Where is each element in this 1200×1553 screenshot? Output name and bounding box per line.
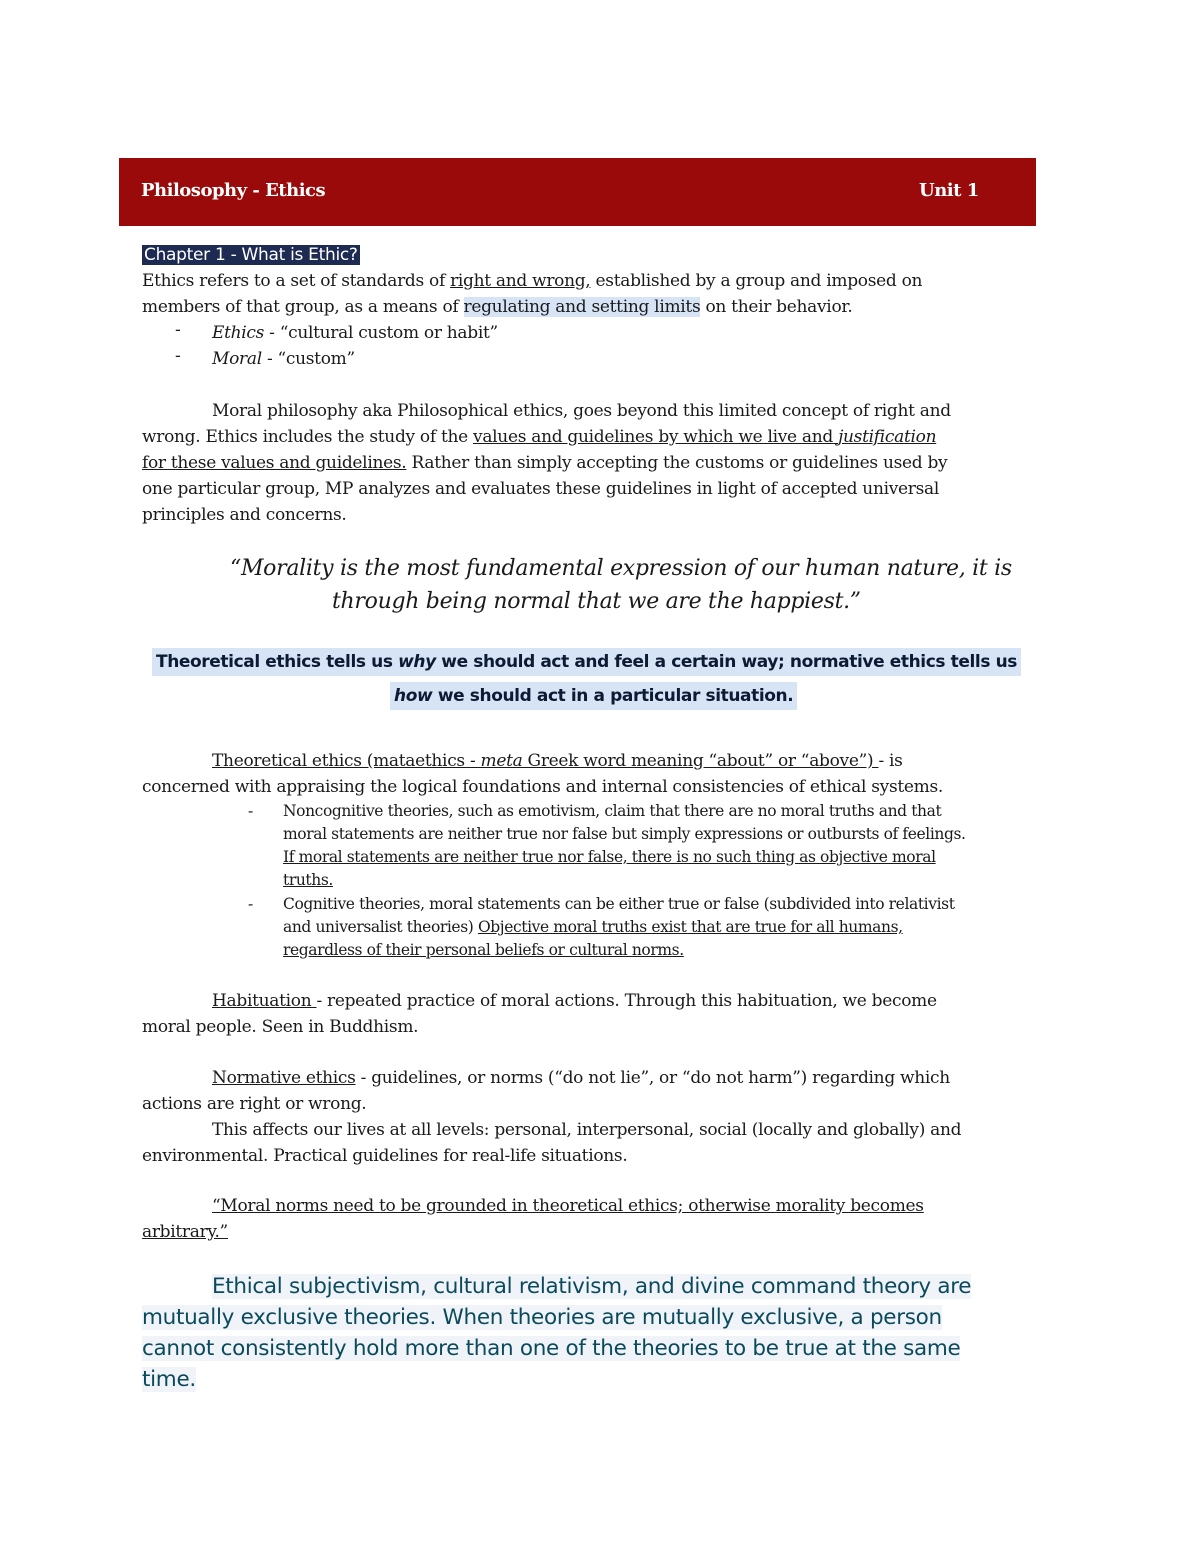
intro-line-1: Ethics refers to a set of standards of right and wrong, established by a group and imposed on [142,271,923,291]
closing-line-3: cannot consistently hold more than one of the theories to be true at the same [142,1336,961,1361]
definition-item: Ethics - “cultural custom or habit” [212,323,498,343]
habituation-line-1: Habituation - repeated practice of moral actions. Through this habituation, we become [212,991,937,1011]
habituation-line-2: moral people. Seen in Buddhism. [142,1017,419,1037]
closing-line-1: Ethical subjectivism, cultural relativism, and divine command theory are [212,1274,972,1299]
moral-philosophy-line-1: Moral philosophy aka Philosophical ethics, goes beyond this limited concept of right and [212,401,951,421]
bullet-dash: - [175,346,181,366]
normative-line-4: environmental. Practical guidelines for real-life situations. [142,1146,628,1166]
bullet-dash: - [248,895,253,913]
intro-line-2: members of that group, as a means of regulating and setting limits on their behavior. [142,297,853,317]
quote-line-2: through being normal that we are the happiest.” [332,589,861,614]
header-banner [119,158,1036,226]
highlighted-phrase: regulating and setting limits [463,297,701,317]
chapter-heading: Chapter 1 - What is Ethic? [144,245,358,265]
chapter-heading-line [142,242,360,268]
normative-line-1: Normative ethics - guidelines, or norms (“do not lie”, or “do not harm”) regarding which [212,1068,950,1088]
cognitive-line-2: and universalist theories) Objective moral truths exist that are true for all humans, [283,918,903,936]
noncognitive-line-4: truths. [283,871,333,889]
normative-line-3: This affects our lives at all levels: personal, interpersonal, social (locally and globally) and [212,1120,962,1140]
noncognitive-line-2: moral statements are neither true nor false but simply expressions or outbursts of feelings. [283,825,966,843]
unit-label: Unit 1 [919,180,979,201]
cognitive-line-3: regardless of their personal beliefs or cultural norms. [283,941,684,959]
bullet-dash: - [248,802,253,820]
theory-summary-line-1: Theoretical ethics tells us why we should act and feel a certain way; normative ethics tells us [152,648,1021,676]
theoretical-ethics-line-2: concerned with appraising the logical foundations and internal consistencies of ethical systems. [142,777,944,797]
norms-quote-line-1: “Moral norms need to be grounded in theoretical ethics; otherwise morality becomes [212,1196,924,1216]
normative-line-2: actions are right or wrong. [142,1094,367,1114]
theoretical-ethics-heading: Theoretical ethics (mataethics - meta Greek word meaning “about” or “above”) - is [212,751,903,771]
cognitive-line-1: Cognitive theories, moral statements can be either true or false (subdivided into relativist [283,895,955,913]
moral-philosophy-line-3: for these values and guidelines. Rather than simply accepting the customs or guidelines used by [142,453,948,473]
definition-item: Moral - “custom” [212,349,355,369]
noncognitive-line-1: Noncognitive theories, such as emotivism, claim that there are no moral truths and that [283,802,942,820]
course-title: Philosophy - Ethics [141,180,326,201]
norms-quote-line-2: arbitrary.” [142,1222,228,1242]
closing-line-4: time. [142,1367,196,1392]
right-and-wrong: right and wrong, [450,271,591,291]
bullet-dash: - [175,320,181,340]
theory-summary-line-2: how we should act in a particular situation. [390,682,797,710]
closing-line-2: mutually exclusive theories. When theories are mutually exclusive, a person [142,1305,942,1330]
moral-philosophy-line-5: principles and concerns. [142,505,347,525]
quote-line-1: “Morality is the most fundamental expression of our human nature, it is [230,556,1012,581]
noncognitive-line-3: If moral statements are neither true nor false, there is no such thing as objective moral [283,848,936,866]
moral-philosophy-line-4: one particular group, MP analyzes and evaluates these guidelines in light of accepted universal [142,479,940,499]
moral-philosophy-line-2: wrong. Ethics includes the study of the values and guidelines by which we live and justification [142,427,937,447]
